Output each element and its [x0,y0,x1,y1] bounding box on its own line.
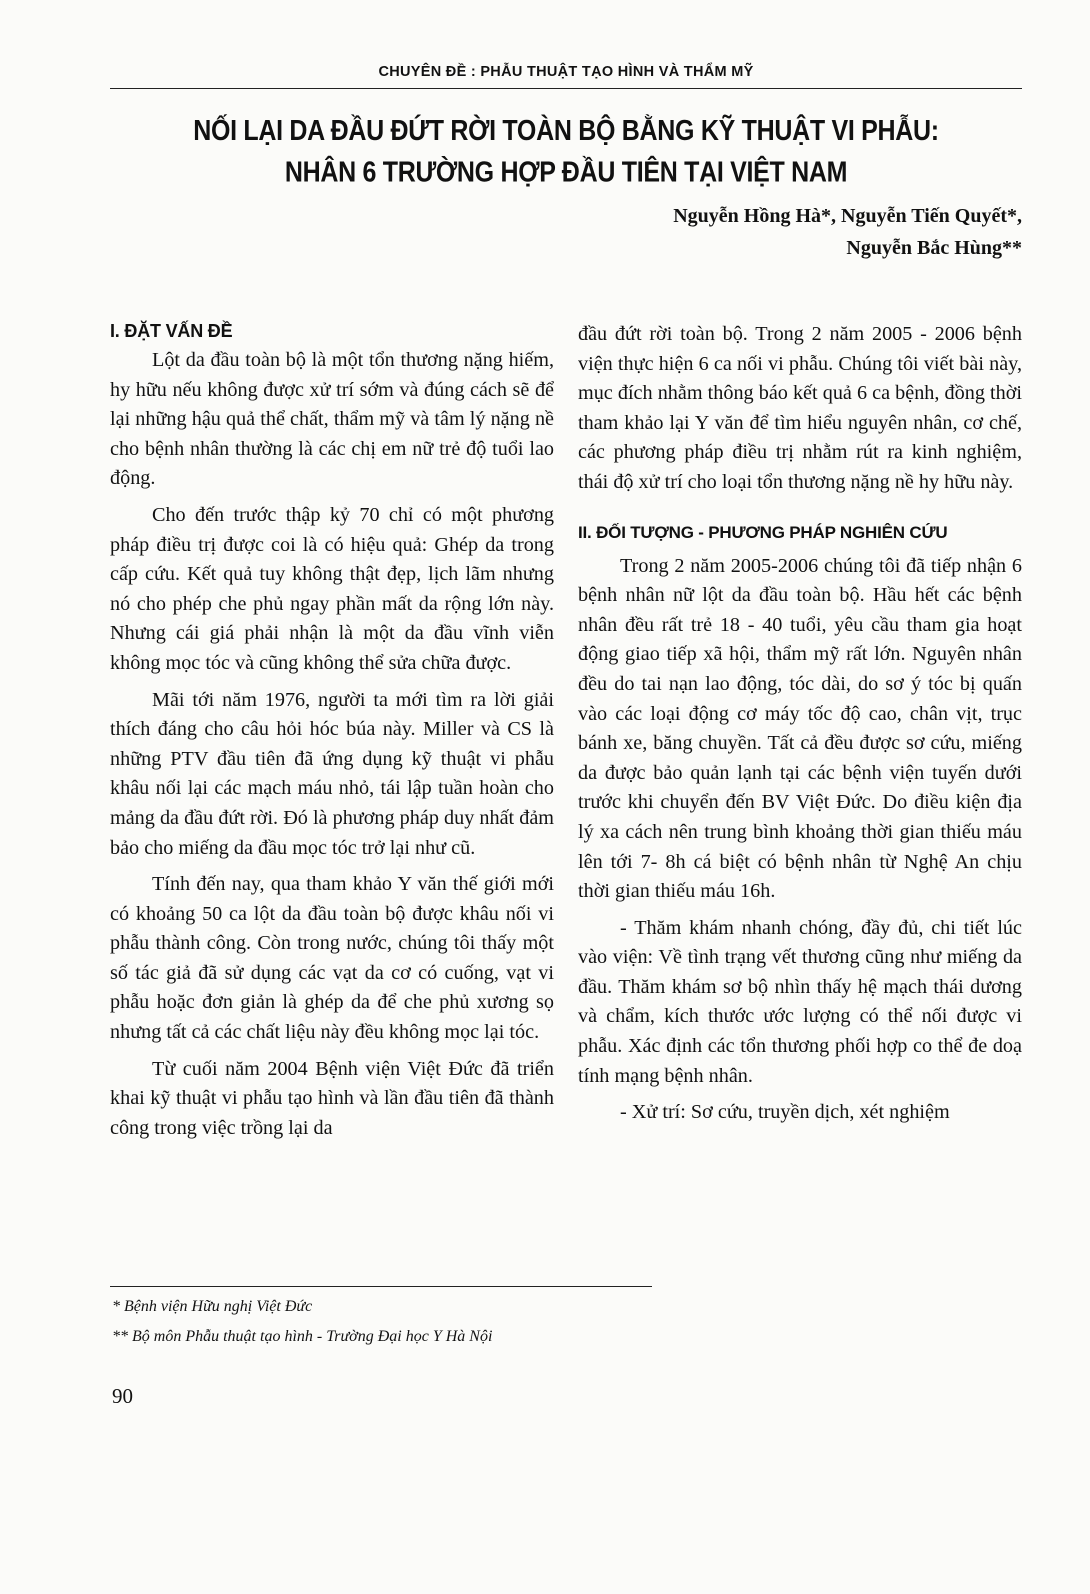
section-2-paragraph: - Thăm khám nhanh chóng, đầy đủ, chi tiết lúc vào viện: Về tình trạng vết thương cũng như miếng da đầu. Thăm khám sơ bộ nhìn thấy hệ mạch thái dương và chẩm, kích thước ước lượng có thể nối được vi phẫu. Xác định các tổn thương phối hợp co thể đe doạ tính mạng bệnh nhân. [578,916,1022,1087]
section-2-paragraph: - Xử trí: Sơ cứu, truyền dịch, xét nghiệm [620,1101,950,1124]
page-number: 90 [112,1384,133,1408]
authors-line-1: Nguyễn Hồng Hà*, Nguyễn Tiến Quyết*, [673,205,1022,227]
left-column [110,318,554,1143]
header-rule [110,88,1022,89]
section-1-paragraph: Cho đến trước thập kỷ 70 chỉ có một phương pháp điều trị được coi là có hiệu quả: Ghép da trong cấp cứu. Kết quả tuy không thật đẹp, lịch lãm nhưng nó cho phép che phủ ngay phần mất da rộng lớn này. Nhưng cái giá phải nhận là một da đầu vĩnh viễn không mọc tóc và cũng không thể sửa chữa được. [110,503,554,674]
running-header: CHUYÊN ĐỀ : PHẪU THUẬT TẠO HÌNH VÀ THẨM MỸ [378,64,754,80]
section-1-paragraph: Mãi tới năm 1976, người ta mới tìm ra lời giải thích đáng cho câu hỏi hóc búa này. Miller và CS là những PTV đầu tiên đã ứng dụng kỹ thuật vi phẫu khâu nối lại các mạch máu nhỏ, tái lập tuần hoàn cho mảng da đầu đứt rời. Đó là phương pháp duy nhất đảm bảo cho miếng da đầu mọc tóc trở lại như cũ. [110,688,554,859]
authors-line-2: Nguyễn Bắc Hùng** [846,237,1022,259]
footnote-rule [110,1286,652,1287]
section-1-heading: I. ĐẶT VẤN ĐỀ [110,321,233,341]
footnote-2: ** Bộ môn Phẫu thuật tạo hình - Trường Đại học Y Hà Nội [112,1328,493,1345]
footnote-1: * Bệnh viện Hữu nghị Việt Đức [112,1298,313,1315]
section-1-paragraph: Tính đến nay, qua tham khảo Y văn thế giới mới có khoảng 50 ca lột da đầu toàn bộ được khâu nối vi phẫu thành công. Còn trong nước, chúng tôi thấy một số tác giả đã sử dụng các vạt da cơ có cuống, vạt vi phẫu hoặc đơn giản là ghép da để che phủ xương sọ nhưng tất cả các chất liệu này đều không mọc lại tóc. [110,873,554,1044]
section-1-paragraph-continued: đầu đứt rời toàn bộ. Trong 2 năm 2005 - 2006 bệnh viện thực hiện 6 ca nối vi phẫu. Chúng tôi viết bài này, mục đích nhằm thông báo kết quả 6 ca bệnh, đồng thời tham khảo lại Y văn để tìm hiểu nguyên nhân, cơ chế, các phương pháp điều trị nhằm rút ra kinh nghiệm, thái độ xử trí cho loại tổn thương nặng nề hy hữu này. [578,323,1022,493]
section-1-paragraph: Lột da đầu toàn bộ là một tổn thương nặng hiếm, hy hữu nếu không được xử trí sớm và đúng cách sẽ để lại những hậu quả thể chất, thẩm mỹ và tâm lý nặng nề cho bệnh nhân thường là các chị em nữ trẻ độ tuổi lao động. [110,349,554,490]
title-line-2: NHÂN 6 TRƯỜNG HỢP ĐẦU TIÊN TẠI VIỆT NAM [284,156,848,189]
section-2-heading: II. ĐỐI TƯỢNG - PHƯƠNG PHÁP NGHIÊN CỨU [578,522,948,542]
right-column [578,320,1022,1128]
title-line-1: NỐI LẠI DA ĐẦU ĐỨT RỜI TOÀN BỘ BẰNG KỸ THUẬT VI PHẪU: [193,114,939,147]
article-title [110,110,1022,193]
section-1-paragraph: Từ cuối năm 2004 Bệnh viện Việt Đức đã triển khai kỹ thuật vi phẫu tạo hình và lần đầu tiên đã thành công trong việc trồng lại da [110,1057,554,1139]
authors [422,200,1022,264]
section-2-paragraph: Trong 2 năm 2005-2006 chúng tôi đã tiếp nhận 6 bệnh nhân nữ lột da đầu toàn bộ. Hầu hết các bệnh nhân đều rất trẻ 18 - 40 tuổi, yêu cầu tham gia hoạt động giao tiếp xã hội, thẩm mỹ rất lớn. Nguyên nhân đều do tai nạn lao động, tóc dài, do sơ ý tóc bị quấn vào các loại động cơ máy tốc độ cao, chân vịt, trục bánh xe, băng chuyền. Tất cả đều được sơ cứu, miếng da được bảo quản lạnh tại các bệnh viện tuyến dưới trước khi chuyển đến BV Việt Đức. Do điều kiện địa lý xa cách nên trung bình khoảng thời gian thiếu máu lên tới 7- 8h cá biệt có bệnh nhân từ Nghệ An chịu thời gian thiếu máu 16h. [578,554,1022,903]
